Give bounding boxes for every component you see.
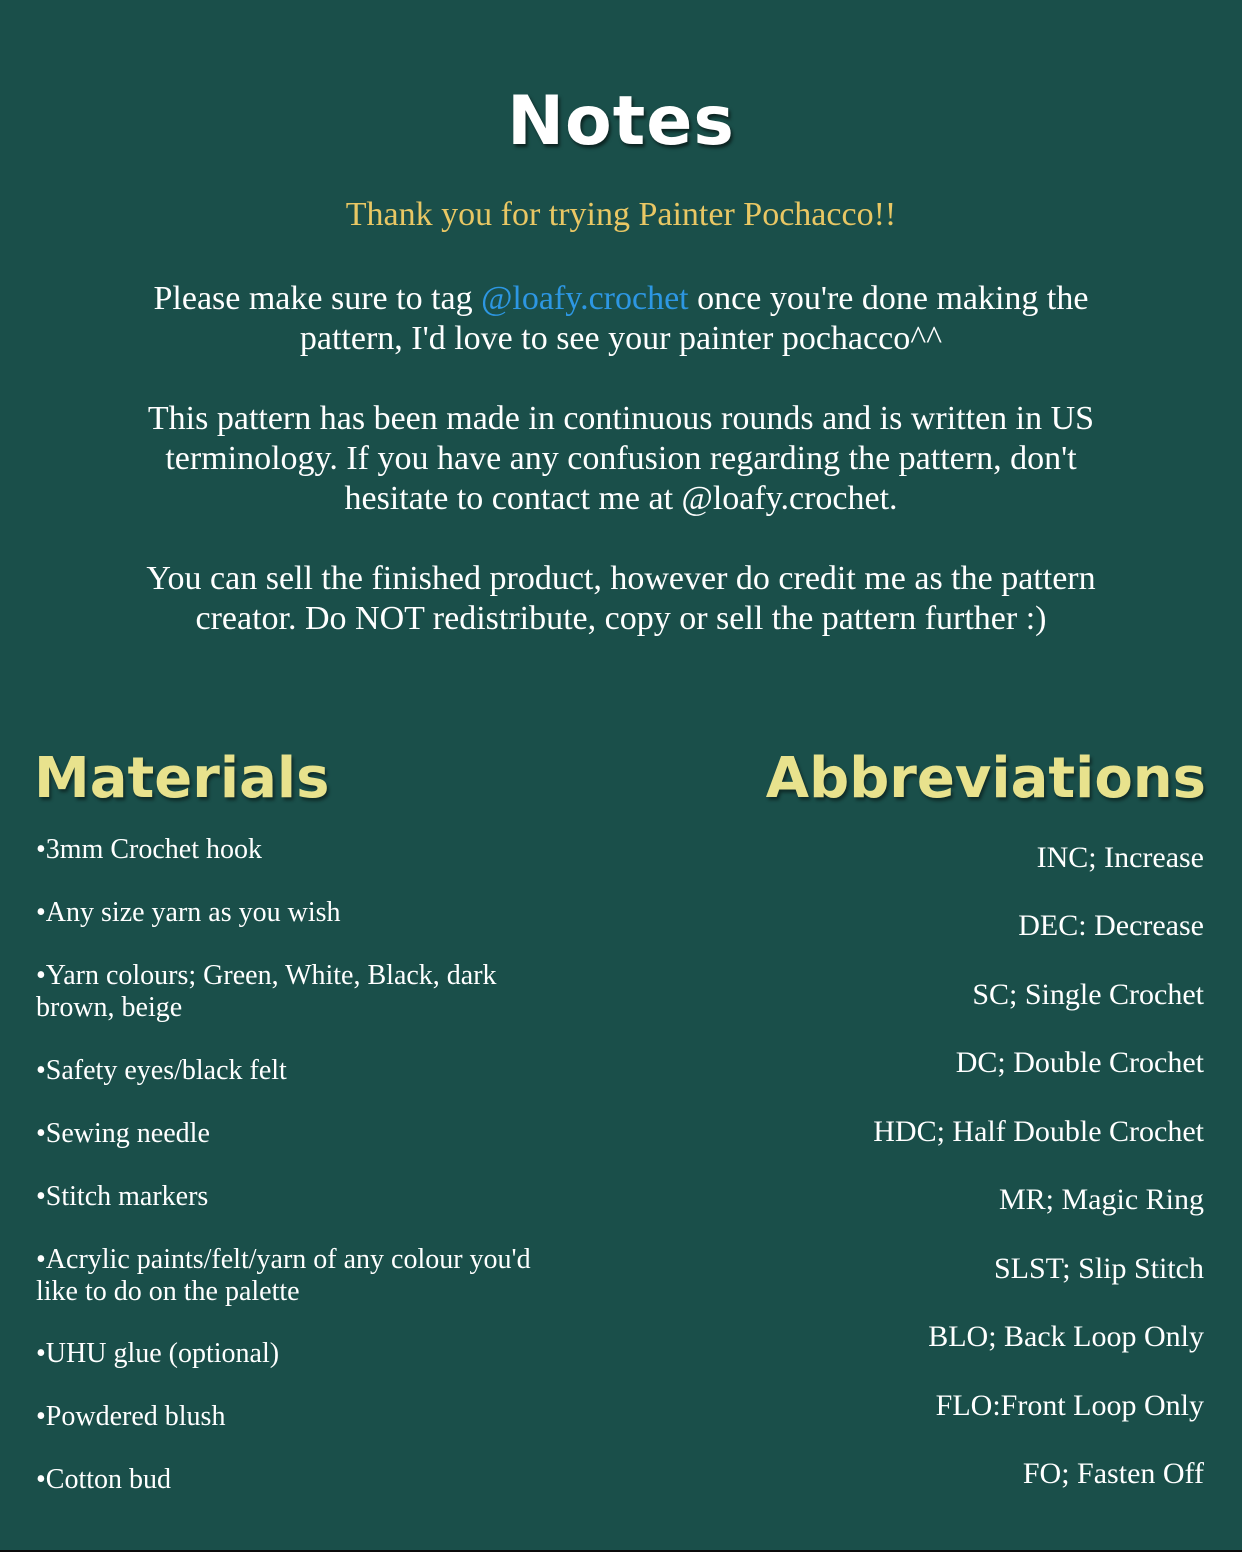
abbreviation-item: SC; Single Crochet xyxy=(972,978,1204,1011)
material-item: •3mm Crochet hook xyxy=(36,834,262,865)
material-item: •Any size yarn as you wish xyxy=(36,897,341,928)
material-item: •Powdered blush xyxy=(36,1401,226,1432)
tag-text-after: once you're done making the pattern, I'd love to see your painter pochacco^^ xyxy=(299,280,1089,357)
material-item: •Sewing needle xyxy=(36,1118,210,1149)
material-item: •Stitch markers xyxy=(36,1181,209,1212)
abbreviation-item: DEC: Decrease xyxy=(1018,909,1204,942)
abbreviation-item: MR; Magic Ring xyxy=(998,1183,1204,1216)
material-item: •Acrylic paints/felt/yarn of any colour you'd like to do on the palette xyxy=(36,1244,531,1307)
abbreviation-item: HDC; Half Double Crochet xyxy=(873,1115,1204,1148)
selling-paragraph: You can sell the finished product, however do credit me as the pattern creator. Do NOT redistribute, copy or sell the pattern further :) xyxy=(146,560,1096,637)
abbreviation-item: SLST; Slip Stitch xyxy=(993,1252,1204,1285)
tag-text-before: Please make sure to tag xyxy=(153,280,482,317)
terminology-paragraph: This pattern has been made in continuous rounds and is written in US terminology. If you have any confusion regarding the pattern, don't hesitate to contact me at @loafy.crochet. xyxy=(147,400,1095,517)
material-item: •UHU glue (optional) xyxy=(36,1338,280,1369)
abbreviation-item: DC; Double Crochet xyxy=(955,1046,1204,1079)
abbreviation-item: FLO:Front Loop Only xyxy=(935,1389,1204,1422)
abbreviation-item: INC; Increase xyxy=(1036,841,1204,874)
material-item: •Safety eyes/black felt xyxy=(36,1055,287,1086)
instagram-handle-link[interactable]: @loafy.crochet xyxy=(481,280,689,317)
abbreviation-item: FO; Fasten Off xyxy=(1022,1457,1204,1490)
materials-heading: Materials xyxy=(34,746,330,811)
abbreviations-heading: Abbreviations xyxy=(765,746,1206,811)
material-item: •Cotton bud xyxy=(36,1464,172,1495)
material-item: •Yarn colours; Green, White, Black, dark brown, beige xyxy=(36,960,497,1023)
thank-you-line: Thank you for trying Painter Pochacco!! xyxy=(345,196,897,233)
notes-title: Notes xyxy=(507,82,735,161)
abbreviation-item: BLO; Back Loop Only xyxy=(928,1320,1204,1353)
tag-paragraph xyxy=(120,279,1122,359)
